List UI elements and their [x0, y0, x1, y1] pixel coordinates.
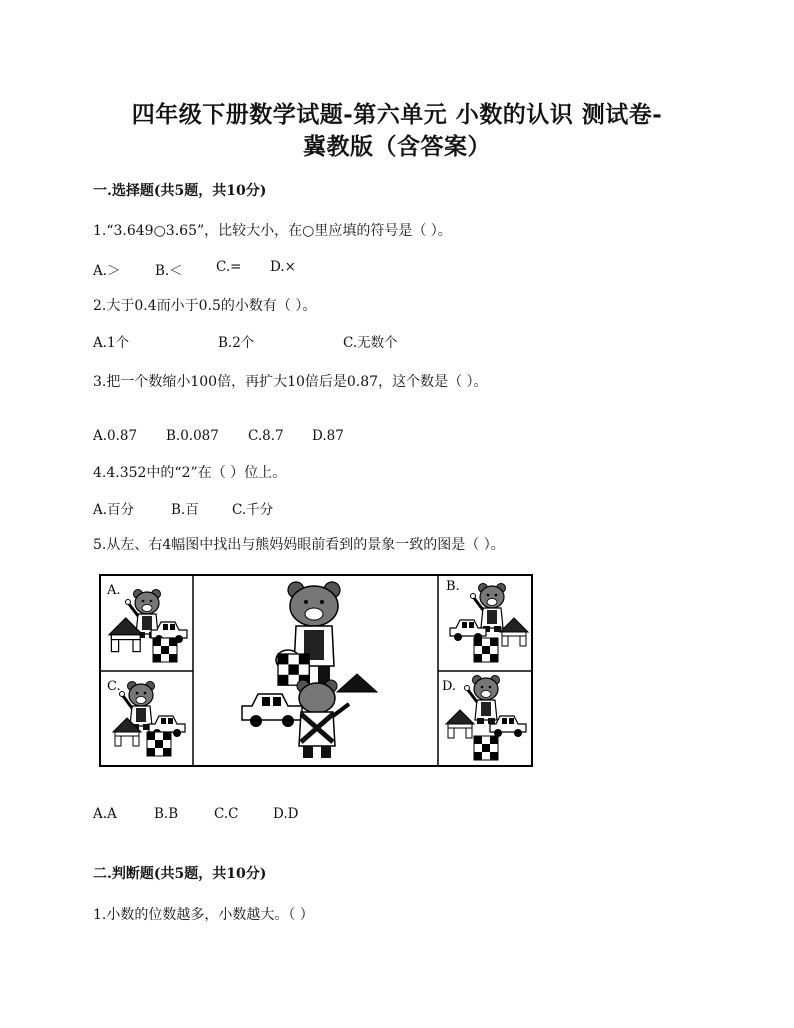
option: B.0.087: [166, 428, 219, 444]
option: C.千分: [232, 502, 274, 518]
panel-label-b: B.: [446, 579, 460, 594]
option: B.B: [154, 806, 179, 822]
question-1: 1.“3.649○3.65”，比较大小，在○里应填的符号是（ ）。: [93, 223, 452, 239]
option: D.D: [273, 806, 299, 822]
section-heading-judgement: 二.判断题(共5题，共10分): [93, 866, 267, 882]
question-2-options: [93, 331, 613, 351]
option: A.A: [93, 806, 117, 822]
question-5: 5.从左、右4幅图中找出与熊妈妈眼前看到的景象一致的图是（ ）。: [93, 537, 505, 553]
option: C.无数个: [343, 335, 398, 351]
option: A.百分: [93, 502, 135, 518]
option: C.8.7: [248, 428, 284, 444]
option: B.百: [171, 502, 199, 518]
question-4-options: [93, 498, 613, 518]
question-4: 4.4.352中的“2”在（ ）位上。: [93, 465, 287, 481]
question-1-options: [93, 259, 613, 279]
question-3: 3.把一个数缩小100倍，再扩大10倍后是0.87，这个数是（ ）。: [93, 374, 488, 390]
question-3-options: [93, 428, 613, 448]
judgement-question-1: 1.小数的位数越多，小数越大。（ ）: [93, 907, 314, 923]
panel-label-a: A.: [107, 583, 121, 598]
option: D.87: [312, 428, 344, 444]
option: B.2个: [218, 335, 255, 351]
question-2: 2.大于0.4而小于0.5的小数有（ ）。: [93, 298, 317, 314]
document-title-line1: 四年级下册数学试题-第六单元 小数的认识 测试卷-: [131, 101, 663, 128]
option: A.1个: [93, 335, 130, 351]
question-5-options: [93, 806, 613, 826]
option: D.×: [270, 259, 296, 275]
section-heading-choice: 一.选择题(共5题，共10分): [93, 183, 267, 199]
panel-label-c: C.: [107, 679, 121, 694]
bear-viewpoint-figure: [99, 574, 533, 767]
option: C.=: [216, 259, 242, 275]
option: C.C: [214, 806, 239, 822]
document-title-line2: 冀教版（含答案）: [303, 133, 491, 160]
option: B.＜: [155, 263, 183, 279]
option: A.0.87: [93, 428, 138, 444]
option: A.＞: [93, 263, 121, 279]
panel-label-d: D.: [442, 679, 457, 694]
